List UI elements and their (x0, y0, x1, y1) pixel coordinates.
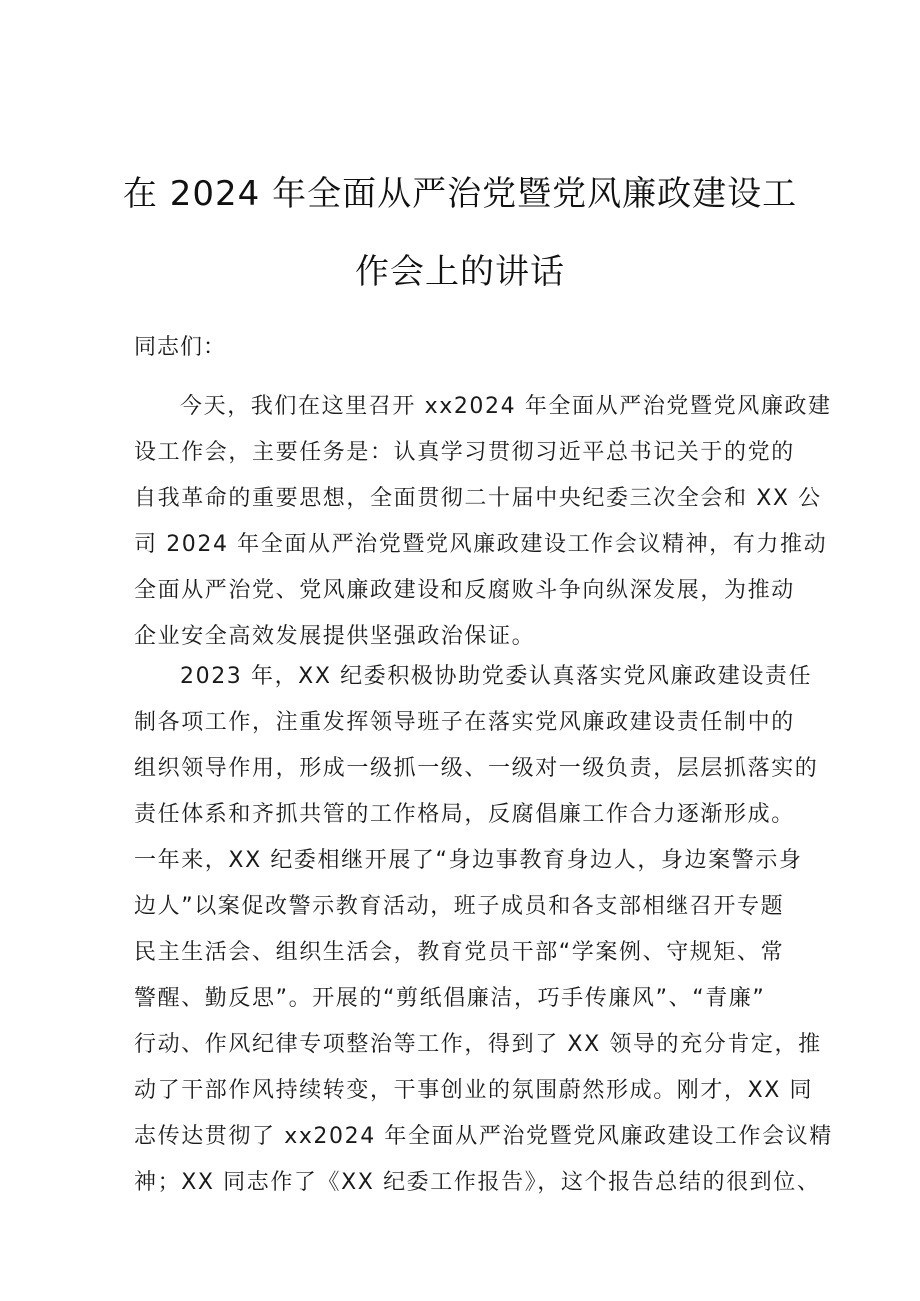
paragraph-line: 设工作会，主要任务是：认真学习贯彻习近平总书记关于的党的 (134, 440, 795, 465)
paragraph-line: 神；XX 同志作了《XX 纪委工作报告》，这个报告总结的很到位、 (134, 1170, 821, 1195)
paragraph-line: 2023 年，XX 纪委积极协助党委认真落实党风廉政建设责任 (180, 664, 813, 689)
paragraph-line: 组织领导作用，形成一级抓一级、一级对一级负责，层层抓落实的 (134, 756, 819, 781)
paragraph-line: 全面从严治党、党风廉政建设和反腐败斗争向纵深发展，为推动 (134, 578, 795, 603)
paragraph-line: 今天，我们在这里召开 xx2024 年全面从严治党暨党风廉政建 (180, 394, 832, 419)
paragraph-line: 民主生活会、组织生活会，教育党员干部“学案例、守规矩、常 (134, 940, 785, 965)
paragraph-line: 制各项工作，注重发挥领导班子在落实党风廉政建设责任制中的 (134, 710, 795, 735)
paragraph-line: 自我革命的重要思想，全面贯彻二十届中央纪委三次全会和 XX 公 (134, 486, 822, 511)
paragraph-line: 企业安全高效发展提供坚强政治保证。 (134, 624, 536, 649)
paragraph-line: 边人”以案促改警示教育活动，班子成员和各支部相继召开专题 (134, 894, 785, 919)
paragraph-line: 司 2024 年全面从严治党暨党风廉政建设工作会议精神，有力推动 (134, 532, 828, 557)
paragraph-line: 警醒、勤反思”。开展的“剪纸倡廉洁，巧手传廉风”、“青廉” (134, 986, 766, 1011)
paragraph-line: 行动、作风纪律专项整治等工作，得到了 XX 领导的充分肯定，推 (134, 1032, 822, 1057)
salutation: 同志们： (134, 335, 227, 360)
paragraph-2 (134, 661, 833, 1213)
paragraph-line: 动了干部作风持续转变，干事创业的氛围蔚然形成。刚才，XX 同 (134, 1078, 814, 1103)
document-title-line-2: 作会上的讲话 (355, 252, 565, 292)
paragraph-line: 一年来，XX 纪委相继开展了“身边事教育身边人，身边案警示身 (134, 848, 803, 873)
document-title-line-1: 在 2024 年全面从严治党暨党风廉政建设工 (122, 174, 798, 214)
paragraph-line: 责任体系和齐抓共管的工作格局，反腐倡廉工作合力逐渐形成。 (134, 802, 795, 827)
paragraph-line: 志传达贯彻了 xx2024 年全面从严治党暨党风廉政建设工作会议精 (134, 1124, 833, 1149)
paragraph-1 (134, 391, 832, 667)
